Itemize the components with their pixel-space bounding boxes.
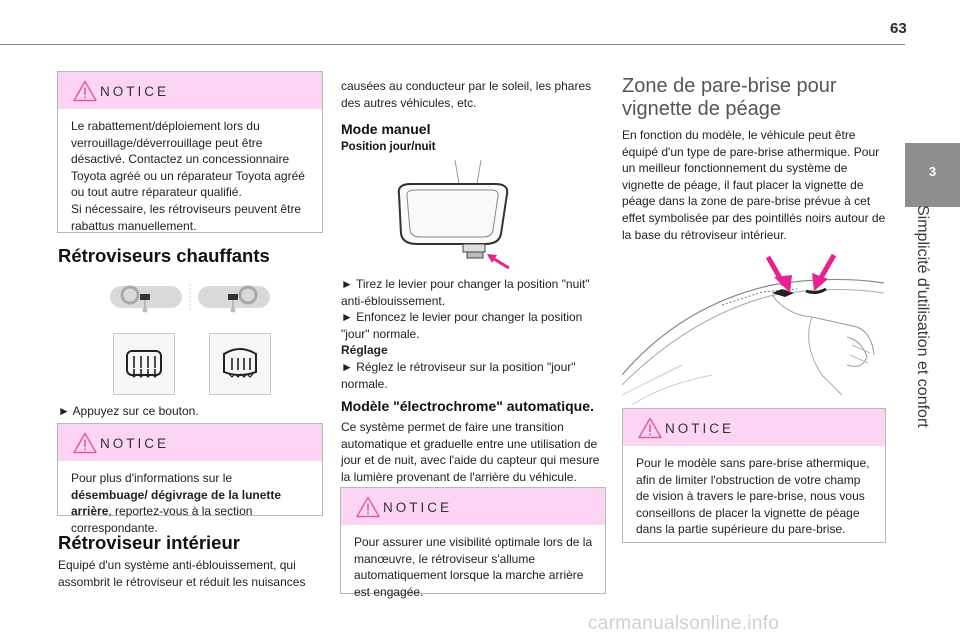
- chapter-number: 3: [928, 164, 937, 179]
- warning-icon: [638, 417, 662, 439]
- notice-text: Pour assurer une visibilité optimale lors de la manœuvre, le rétroviseur s'allume automatiquement lorsque la marche arrière est engagée.: [354, 535, 593, 599]
- step-adjust: ► Réglez le rétroviseur sur la position "jour" normale.: [341, 359, 576, 391]
- section-title-heated: Rétroviseurs chauffants: [58, 245, 270, 266]
- subsection-title-reglage: Réglage: [341, 343, 388, 358]
- chapter-title: Simplicité d'utilisation et confort: [914, 205, 931, 428]
- section-title-interior: Rétroviseur intérieur: [58, 532, 240, 553]
- notice-text: Pour plus d'informations sur le: [71, 471, 233, 485]
- watermark: carmanualsonline.info: [588, 613, 780, 634]
- notice-box-defrost: [57, 423, 323, 535]
- section-title-manual: Mode manuel: [341, 121, 431, 137]
- step-press-button: ► Appuyez sur ce bouton.: [58, 404, 199, 418]
- notice-text: , reportez-vous à la section correspondante.: [71, 504, 253, 535]
- subsection-title-position: Position jour/nuit: [341, 141, 436, 153]
- notice-box-toll: [622, 408, 886, 543]
- step-night: ► Tirez le levier pour changer la position "nuit" anti-éblouissement.: [341, 277, 590, 308]
- notice-body: [623, 446, 885, 546]
- electrochrome-text: Ce système permet de faire une transition automatique et graduelle entre une utilisation de jour et de nuit, avec l'aide du capteur qui mesure la lumière provenant de l'arrière du véhicule.: [341, 420, 600, 484]
- rear-defrost-button[interactable]: [113, 333, 175, 395]
- section-title-toll-badge: Zone de pare-brise pour vignette de péage: [622, 75, 837, 120]
- notice-body: [58, 109, 322, 242]
- step-day: ► Enfoncez le levier pour changer la position "jour" normale.: [341, 310, 583, 341]
- notice-header: [623, 409, 885, 446]
- interior-intro-text: Equipé d'un système anti-éblouissement, qui assombrit le rétroviseur et réduit les nuisances: [58, 558, 306, 589]
- notice-text: Le rabattement/déploiement lors du verrouillage/déverrouillage peut être désactivé. Contactez un concessionnaire Toyota agréé ou un réparateur Toyota agréé ou tout autre réparateur qualifié.: [71, 119, 305, 200]
- chapter-tab[interactable]: [905, 143, 960, 207]
- notice-keyword: désembuage/ dégivrage de la lunette arrière: [71, 487, 282, 519]
- windshield-illustration: [622, 245, 884, 405]
- notice-body: [341, 525, 605, 608]
- notice-box-reverse: [340, 487, 606, 599]
- notice-text: Si nécessaire, les rétroviseurs peuvent être rabattus manuellement.: [71, 201, 302, 233]
- notice-label: NOTICE: [665, 421, 735, 436]
- interior-text-continued: causées au conducteur par le soleil, les phares des autres véhicules, etc.: [341, 79, 592, 110]
- notice-label: NOTICE: [100, 84, 170, 99]
- warning-icon: [73, 80, 97, 102]
- header-rule: [0, 44, 905, 45]
- notice-label: NOTICE: [100, 436, 170, 451]
- toll-badge-text: En fonction du modèle, le véhicule peut être équipé d'un type de pare-brise athermique. Pour un meilleur fonctionnement du système de vignette de péage, il faut placer la vignette de péage dans la zone de pare-brise prévue à cet effet symbolisée par des pointillés noirs autour de la base du rétroviseur intérieur.: [622, 128, 886, 242]
- notice-header: [58, 72, 322, 109]
- warning-icon: [73, 432, 97, 454]
- notice-header: [341, 488, 605, 525]
- dashboard-button-illustration: [110, 280, 270, 314]
- section-title-electrochrome: Modèle "électrochrome" automatique.: [341, 398, 594, 414]
- notice-label: NOTICE: [383, 500, 453, 515]
- interior-mirror-illustration: [385, 158, 515, 270]
- mirror-defrost-button[interactable]: [209, 333, 271, 395]
- mirror-defrost-icon: [210, 334, 270, 394]
- manual-steps: [341, 276, 605, 392]
- notice-box-folding: [57, 71, 323, 233]
- notice-text: Pour le modèle sans pare-brise athermique, afin de limiter l'obstruction de votre champ de vision à travers le pare-brise, nous vous conseillons de placer la vignette de péage dans la partie supérieure du pare-brise.: [636, 456, 870, 537]
- notice-header: [58, 424, 322, 461]
- warning-icon: [356, 496, 380, 518]
- page-number: 63: [890, 20, 907, 37]
- rear-defrost-icon: [114, 334, 174, 394]
